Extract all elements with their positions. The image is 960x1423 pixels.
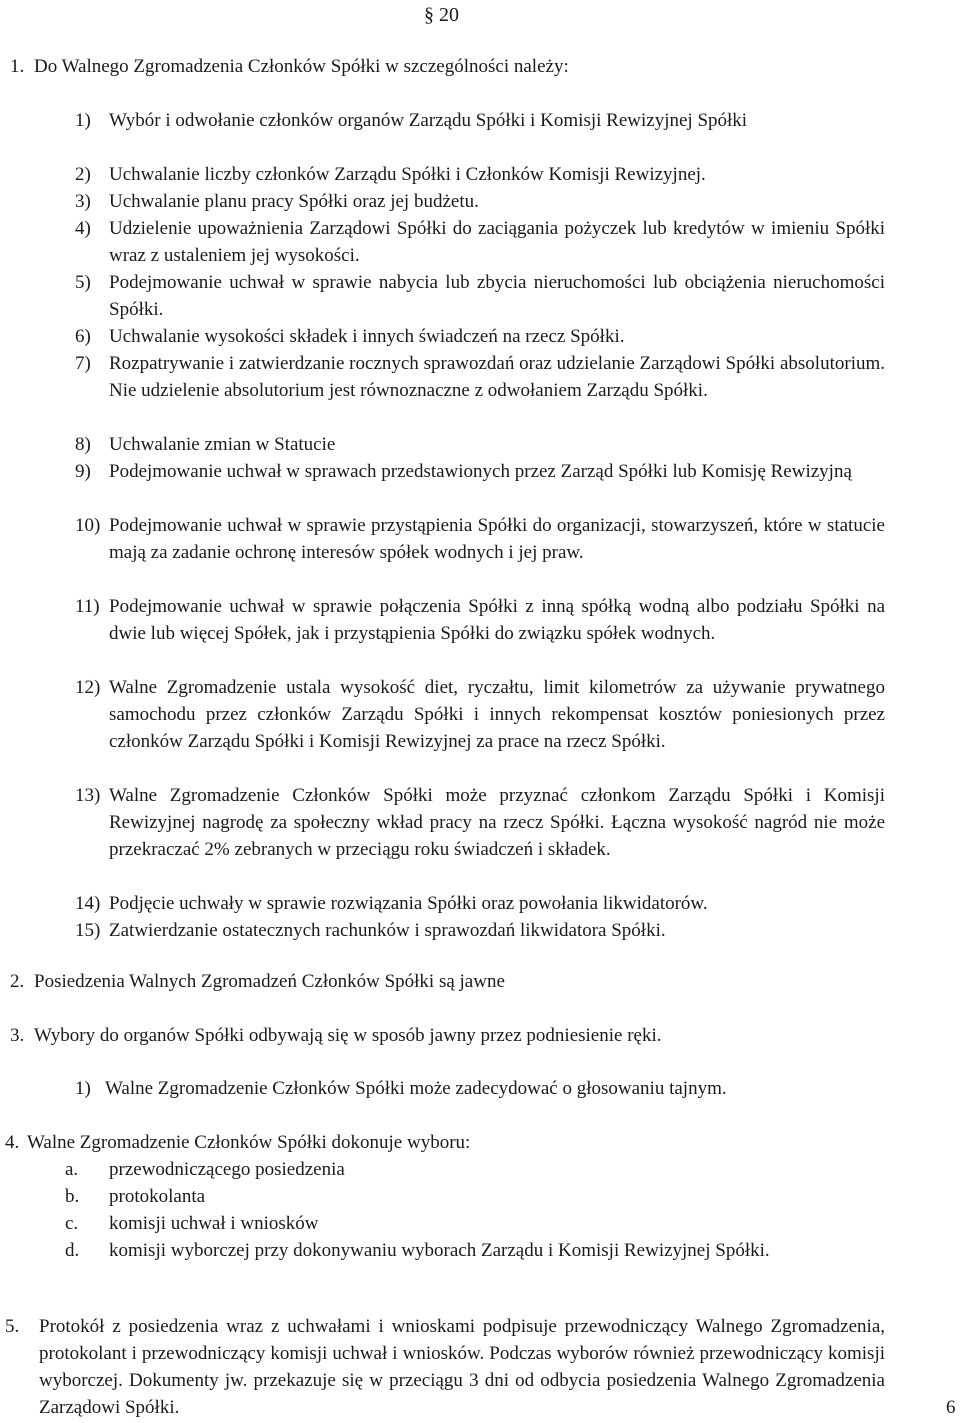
paragraph-4	[5, 1129, 805, 1156]
paragraph-text: Protokół z posiedzenia wraz z uchwałami i wnioskami podpisuje przewodniczący Walnego Zgromadzenia, protokolant i przewodniczący komisji uchwał i wniosków. Podczas wyborów również przewodniczący komisji wyborczej. Dokumenty jw. przekazuje się w przeciągu 3 dni od odbycia posiedzenia Walnego Zgromadzenia Zarządowi Spółki.	[39, 1316, 885, 1418]
list-item-letter: c.	[65, 1213, 79, 1234]
list-item	[75, 431, 885, 458]
list-item-text: Uchwalanie wysokości składek i innych świadczeń na rzecz Spółki.	[109, 326, 625, 347]
list-item	[75, 188, 885, 215]
list-item-text: przewodniczącego posiedzenia	[109, 1159, 345, 1180]
list-item	[65, 1183, 865, 1210]
paragraph-5	[5, 1313, 885, 1421]
list-item	[75, 323, 885, 350]
list-item-number: 1)	[75, 1078, 91, 1099]
list-item-text: Zatwierdzanie ostatecznych rachunków i sprawozdań likwidatora Spółki.	[109, 920, 666, 941]
list-item	[75, 890, 885, 917]
list-item-text: Podjęcie uchwały w sprawie rozwiązania Spółki oraz powołania likwidatorów.	[109, 893, 708, 914]
list-item-text: Podejmowanie uchwał w sprawach przedstawionych przez Zarząd Spółki lub Komisję Rewizyjną	[109, 461, 852, 482]
list-item-text: Uchwalanie zmian w Statucie	[109, 434, 336, 455]
paragraph-text: Do Walnego Zgromadzenia Członków Spółki w szczególności należy:	[34, 56, 569, 77]
list-item-number: 2)	[75, 164, 91, 185]
list-item	[65, 1156, 865, 1183]
list-item-number: 10)	[75, 515, 101, 536]
list-item-text: Uchwalanie liczby członków Zarządu Spółki i Członków Komisji Rewizyjnej.	[109, 164, 706, 185]
list-item-number: 12)	[75, 677, 101, 698]
list-item-number: 6)	[75, 326, 91, 347]
list-item-number: 3)	[75, 191, 91, 212]
list-item-letter: a.	[65, 1159, 79, 1180]
list-item	[75, 593, 885, 647]
list-item-number: 1)	[75, 110, 91, 131]
list-item-text: komisji uchwał i wniosków	[109, 1213, 319, 1234]
paragraph-1	[10, 53, 810, 80]
list-item	[75, 512, 885, 566]
list-item	[65, 1210, 865, 1237]
list-item-letter: d.	[65, 1240, 80, 1261]
paragraph-number: 2.	[10, 971, 25, 992]
list-item-number: 11)	[75, 596, 100, 617]
paragraph-number: 5.	[5, 1316, 20, 1337]
list-item-text: Uchwalanie planu pracy Spółki oraz jej budżetu.	[109, 191, 479, 212]
list-item-text: protokolanta	[109, 1186, 206, 1207]
list-item-number: 5)	[75, 272, 91, 293]
paragraph-text: Posiedzenia Walnych Zgromadzeń Członków Spółki są jawne	[34, 971, 505, 992]
list-item-text: Walne Zgromadzenie Członków Spółki może zadecydować o głosowaniu tajnym.	[105, 1078, 727, 1099]
list-item-text: Walne Zgromadzenie ustala wysokość diet, ryczałtu, limit kilometrów za używanie prywatnego samochodu przez członków Zarządu Spółki i innych rekompensat kosztów poniesionych przez członków Zarządu Spółki i Komisji Rewizyjnej za prace na rzecz Spółki.	[109, 677, 885, 752]
list-item	[75, 269, 885, 323]
paragraph-3	[10, 1022, 830, 1049]
paragraph-number: 3.	[10, 1025, 25, 1046]
list-item-number: 4)	[75, 218, 91, 239]
page-number: 6	[946, 1397, 956, 1418]
list-item	[75, 782, 885, 863]
list-item-text: Podejmowanie uchwał w sprawie połączenia Spółki z inną spółką wodną albo podziału Spółki na dwie lub więcej Spółek, jak i przystąpienia Spółki do związku spółek wodnych.	[109, 596, 885, 644]
list-item	[75, 917, 885, 944]
list-item-number: 8)	[75, 434, 91, 455]
list-item	[75, 350, 885, 404]
list-item	[75, 458, 885, 485]
list-item	[75, 107, 885, 134]
list-item-text: Rozpatrywanie i zatwierdzanie rocznych sprawozdań oraz udzielanie Zarządowi Spółki absolutorium. Nie udzielenie absolutorium jest równoznaczne z odwołaniem Zarządu Spółki.	[109, 353, 885, 401]
list-item	[65, 1237, 865, 1264]
list-item	[75, 161, 885, 188]
list-item-number: 9)	[75, 461, 91, 482]
paragraph-text: Wybory do organów Spółki odbywają się w sposób jawny przez podniesienie ręki.	[34, 1025, 662, 1046]
list-item-number: 13)	[75, 785, 101, 806]
list-item-number: 15)	[75, 920, 101, 941]
list-item-text: komisji wyborczej przy dokonywaniu wyborach Zarządu i Komisji Rewizyjnej Spółki.	[109, 1240, 770, 1261]
list-item-text: Podejmowanie uchwał w sprawie nabycia lub zbycia nieruchomości lub obciążenia nieruchomości Spółki.	[109, 272, 885, 320]
list-item	[75, 674, 885, 755]
paragraph-text: Walne Zgromadzenie Członków Spółki dokonuje wyboru:	[27, 1132, 471, 1153]
paragraph-number: 1.	[10, 56, 25, 77]
list-item-text: Udzielenie upoważnienia Zarządowi Spółki do zaciągania pożyczek lub kredytów w imieniu Spółki wraz z ustaleniem jej wysokości.	[109, 218, 885, 266]
list-item-number: 14)	[75, 893, 101, 914]
list-item	[75, 1075, 905, 1102]
list-item	[75, 215, 885, 269]
list-item-text: Wybór i odwołanie członków organów Zarządu Spółki i Komisji Rewizyjnej Spółki	[109, 110, 748, 131]
list-item-text: Walne Zgromadzenie Członków Spółki może przyznać członkom Zarządu Spółki i Komisji Rewizyjnej nagrodę za społeczny wkład pracy na rzecz Spółki. Łączna wysokość nagród nie może przekraczać 2% zebranych w przeciągu roku świadczeń i składek.	[109, 785, 885, 860]
list-item-letter: b.	[65, 1186, 80, 1207]
list-item-text: Podejmowanie uchwał w sprawie przystąpienia Spółki do organizacji, stowarzyszeń, które w statucie mają za zadanie ochronę interesów spółek wodnych i jej praw.	[109, 515, 885, 563]
paragraph-2	[10, 968, 810, 995]
list-item-number: 7)	[75, 353, 91, 374]
section-heading: § 20	[424, 4, 459, 26]
paragraph-number: 4.	[5, 1132, 20, 1153]
